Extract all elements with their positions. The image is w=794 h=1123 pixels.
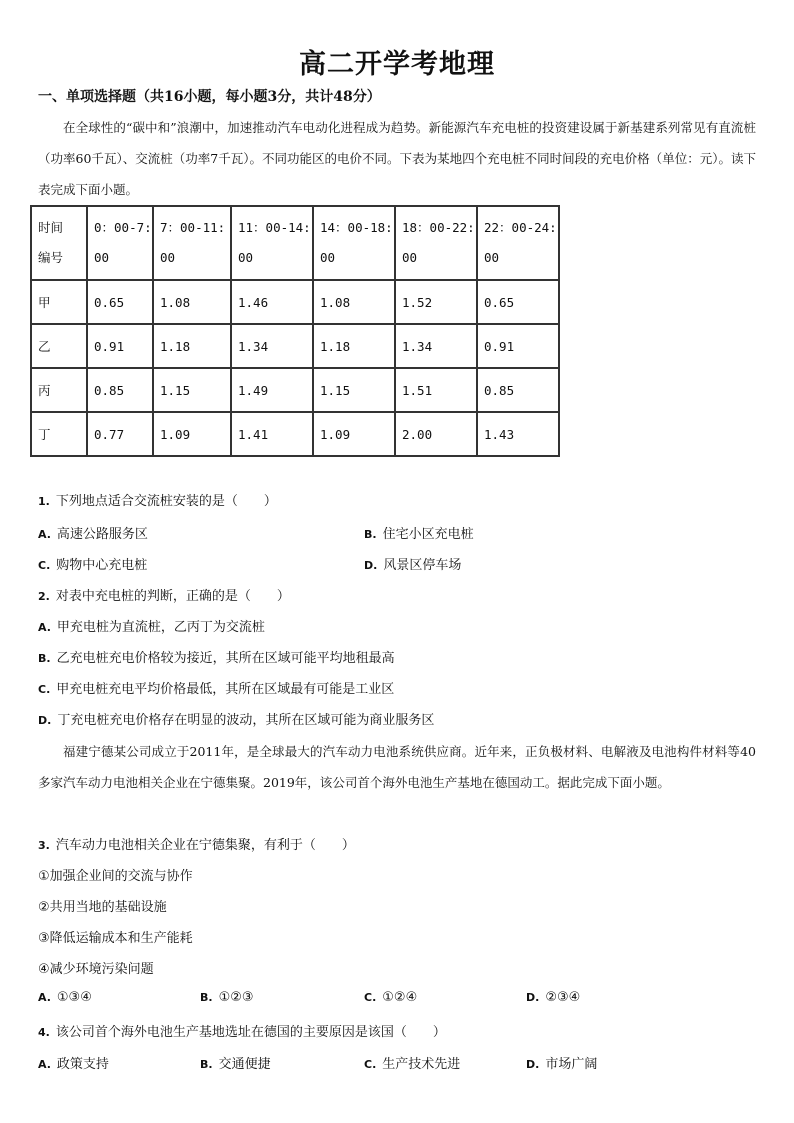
option-label: D. (526, 1058, 540, 1071)
q4-option-a[interactable] (38, 1053, 109, 1072)
option-label: B. (200, 991, 213, 1004)
corner-top-label: 时间 (38, 220, 64, 235)
q3-item-3: ③降低运输成本和生产能耗 (38, 931, 193, 946)
q2-option-c[interactable] (38, 678, 394, 697)
question-number: 4. (38, 1026, 50, 1039)
option-label: C. (38, 559, 51, 572)
section-heading: 一、单项选择题（共16小题，每小题3分，共计48分） (38, 89, 381, 105)
option-text: 甲充电桩为直流桩，乙丙丁为交流桩 (56, 620, 265, 635)
table-header-cell (313, 206, 395, 280)
q3-item-4: ④减少环境污染问题 (38, 962, 154, 977)
table-header-cell (231, 206, 313, 280)
row-label: 丁 (31, 412, 87, 456)
table-cell: 1.09 (153, 412, 231, 456)
table-cell: 0.85 (477, 368, 559, 412)
table-cell: 1.18 (153, 324, 231, 368)
table-row (31, 412, 559, 456)
page-title: 高二开学考地理 (299, 49, 495, 80)
option-label: C. (364, 1058, 377, 1071)
q3-option-b[interactable] (200, 990, 254, 1005)
option-label: B. (364, 528, 377, 541)
option-label: C. (364, 991, 377, 1004)
row-label: 丙 (31, 368, 87, 412)
header-line: 18：00-22: (402, 220, 475, 235)
table-cell: 1.46 (231, 280, 313, 324)
table-cell: 0.91 (477, 324, 559, 368)
option-text: 购物中心充电桩 (56, 558, 148, 573)
table-cell: 1.34 (395, 324, 477, 368)
table-corner-cell (31, 206, 87, 280)
question-text: 汽车动力电池相关企业在宁德集聚，有利于（ ） (55, 838, 355, 853)
table-cell: 0.65 (87, 280, 153, 324)
question-3 (38, 834, 355, 853)
q3-option-c[interactable] (364, 990, 417, 1005)
option-label: D. (38, 714, 52, 727)
option-label: C. (38, 683, 51, 696)
option-text: ①③④ (56, 990, 92, 1005)
option-label: D. (364, 559, 378, 572)
option-text: 高速公路服务区 (56, 527, 148, 542)
option-text: 政策支持 (56, 1057, 109, 1072)
header-line: 7：00-11: (160, 220, 226, 235)
option-text: 乙充电桩充电价格较为接近，其所在区域可能平均地租最高 (56, 651, 395, 666)
q1-option-b[interactable] (364, 523, 474, 542)
price-table (30, 205, 560, 457)
passage-1: 在全球性的“碳中和”浪潮中，加速推动汽车电动化进程成为趋势。新能源汽车充电桩的投资建设属于新基建系列常见有直流桩（功率60千瓦）、交流桩（功率7千瓦）。不同功能区的电价不同。下表为某地四个充电桩不同时间段的充电价格（单位：元）。读下表完成下面小题。 (38, 120, 756, 197)
table-header-cell (153, 206, 231, 280)
option-text: 甲充电桩充电平均价格最低，其所在区域最有可能是工业区 (56, 682, 395, 697)
table-row (31, 280, 559, 324)
q4-option-c[interactable] (364, 1053, 460, 1072)
option-label: A. (38, 1058, 51, 1071)
option-label: B. (38, 652, 51, 665)
q3-item-2: ②共用当地的基础设施 (38, 900, 167, 915)
q3-item-1: ①加强企业间的交流与协作 (38, 869, 193, 884)
option-text: 风景区停车场 (383, 558, 462, 573)
q3-option-d[interactable] (526, 990, 580, 1005)
question-text: 该公司首个海外电池生产基地选址在德国的主要原因是该国（ ） (55, 1025, 446, 1040)
table-cell: 1.08 (153, 280, 231, 324)
table-header-row (31, 206, 559, 280)
q2-option-d[interactable] (38, 709, 434, 728)
header-line: 22：00-24: (484, 220, 557, 235)
option-text: 丁充电桩充电价格存在明显的波动，其所在区域可能为商业服务区 (57, 713, 435, 728)
header-line: 00 (94, 250, 110, 265)
header-line: 00 (484, 250, 500, 265)
option-text: 市场广阔 (545, 1057, 598, 1072)
option-text: 生产技术先进 (382, 1057, 461, 1072)
option-text: 交通便捷 (218, 1057, 271, 1072)
q1-option-a[interactable] (38, 523, 148, 542)
table-cell: 1.15 (153, 368, 231, 412)
table-cell: 1.43 (477, 412, 559, 456)
question-4 (38, 1021, 446, 1040)
table-cell: 1.18 (313, 324, 395, 368)
passage-2: 福建宁德某公司成立于2011年，是全球最大的汽车动力电池系统供应商。近年来，正负极材料、电解液及电池构件材料等40多家汽车动力电池相关企业在宁德集聚。2019年，该公司首个海外电池生产基地在德国动工。据此完成下面小题。 (38, 744, 756, 790)
q4-option-b[interactable] (200, 1053, 271, 1072)
table-cell: 1.15 (313, 368, 395, 412)
table-cell: 1.51 (395, 368, 477, 412)
question-1 (38, 490, 277, 509)
option-text: ②③④ (545, 990, 581, 1005)
option-label: A. (38, 991, 51, 1004)
table-cell: 1.34 (231, 324, 313, 368)
table-cell: 2.00 (395, 412, 477, 456)
q1-option-c[interactable] (38, 554, 147, 573)
table-cell: 0.77 (87, 412, 153, 456)
option-label: A. (38, 621, 51, 634)
table-row (31, 324, 559, 368)
question-number: 2. (38, 590, 50, 603)
header-line: 00 (402, 250, 418, 265)
table-row (31, 368, 559, 412)
option-label: A. (38, 528, 51, 541)
question-number: 1. (38, 495, 50, 508)
table-cell: 0.85 (87, 368, 153, 412)
question-2 (38, 585, 290, 604)
table-cell: 1.09 (313, 412, 395, 456)
table-cell: 0.65 (477, 280, 559, 324)
q2-option-a[interactable] (38, 616, 265, 635)
table-cell: 1.49 (231, 368, 313, 412)
table-header-cell (395, 206, 477, 280)
table-cell: 1.41 (231, 412, 313, 456)
question-number: 3. (38, 839, 50, 852)
header-line: 00 (238, 250, 254, 265)
table-cell: 0.91 (87, 324, 153, 368)
option-label: D. (526, 991, 540, 1004)
q4-option-d[interactable] (526, 1053, 597, 1072)
q3-option-a[interactable] (38, 990, 92, 1005)
q2-option-b[interactable] (38, 647, 395, 666)
header-line: 0：00-7: (94, 220, 152, 235)
q1-option-d[interactable] (364, 554, 461, 573)
corner-bottom-label: 编号 (38, 250, 64, 265)
table-cell: 1.08 (313, 280, 395, 324)
table-header-cell (87, 206, 153, 280)
option-label: B. (200, 1058, 213, 1071)
option-text: ①②③ (218, 990, 254, 1005)
question-text: 对表中充电桩的判断，正确的是（ ） (55, 589, 290, 604)
table-cell: 1.52 (395, 280, 477, 324)
header-line: 14：00-18: (320, 220, 393, 235)
header-line: 11：00-14: (238, 220, 311, 235)
question-text: 下列地点适合交流桩安装的是（ ） (55, 494, 277, 509)
header-line: 00 (160, 250, 176, 265)
option-text: ①②④ (382, 990, 418, 1005)
header-line: 00 (320, 250, 336, 265)
option-text: 住宅小区充电桩 (382, 527, 474, 542)
table-header-cell (477, 206, 559, 280)
row-label: 甲 (31, 280, 87, 324)
row-label: 乙 (31, 324, 87, 368)
